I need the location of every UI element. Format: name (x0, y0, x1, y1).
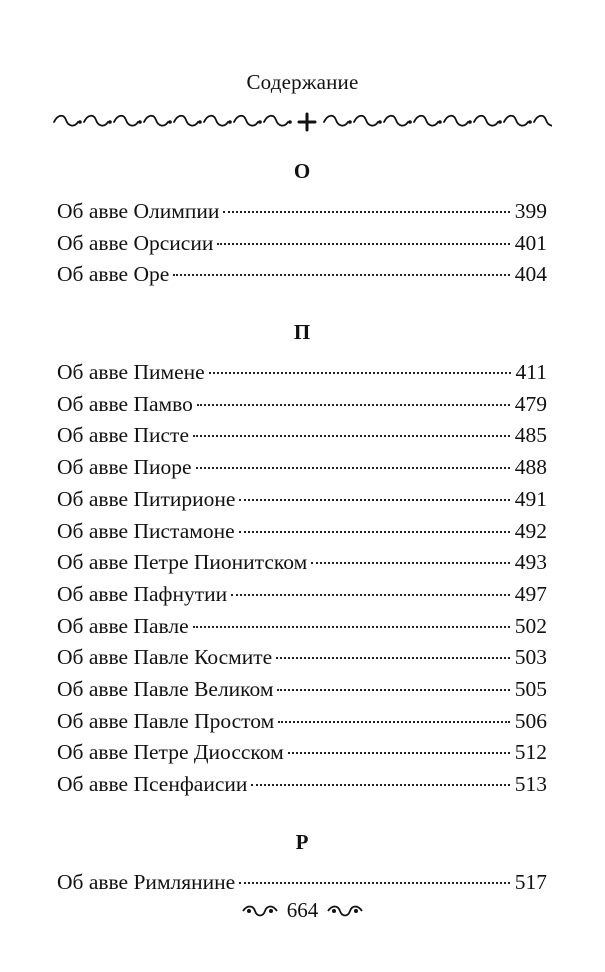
ornament-dot (198, 120, 202, 124)
toc-entry (57, 452, 547, 484)
ornament-scroll (504, 116, 528, 126)
entry-title: Об авве Павле Простом (57, 708, 275, 733)
ornament-scroll (354, 116, 378, 126)
ornament-scroll (264, 116, 288, 126)
dot-leader (217, 243, 509, 245)
entry-page-number: 492 (514, 518, 547, 543)
entry-page-number: 503 (514, 645, 547, 670)
ornament-dot (498, 120, 502, 124)
toc-section (57, 829, 547, 899)
entry-page-number: 512 (514, 740, 547, 765)
entry-page-number: 491 (514, 486, 547, 511)
entry-title: Об авве Пистамоне (57, 518, 235, 543)
dot-leader (251, 784, 509, 786)
ornament-dot (288, 120, 292, 124)
ornament-scroll (474, 116, 498, 126)
entry-title: Об авве Пафнутии (57, 581, 228, 606)
ornament-scroll (144, 116, 168, 126)
dot-leader (193, 626, 510, 628)
entry-title: Об авве Павле Великом (57, 676, 274, 701)
ornament-scroll (384, 116, 408, 126)
dot-leader (239, 531, 510, 533)
dot-leader (311, 562, 510, 564)
toc-entry (57, 611, 547, 643)
page-number: 664 (286, 898, 319, 922)
ornament-scroll (534, 116, 552, 126)
ornament-dot (108, 120, 112, 124)
toc-entry (57, 259, 547, 291)
ornament-cross (299, 114, 315, 130)
entry-page-number: 479 (514, 391, 547, 416)
entry-title: Об авве Пимене (57, 360, 205, 385)
ornament-dot (78, 120, 82, 124)
ornament-dot (228, 120, 232, 124)
entry-title: Об авве Псенфаисии (57, 772, 248, 796)
ornament-dot (468, 120, 472, 124)
ornament-dot (138, 120, 142, 124)
entry-page-number: 502 (514, 613, 547, 638)
dot-leader (239, 499, 509, 501)
toc-entry (57, 547, 547, 579)
ornament-scroll (84, 116, 108, 126)
entry-page-number: 404 (514, 262, 547, 287)
entry-page-number: 493 (514, 550, 547, 575)
dot-leader (209, 372, 511, 374)
toc-entry (57, 579, 547, 611)
dot-leader (197, 404, 510, 406)
toc-entry (57, 867, 547, 899)
section-letter-heading: П (293, 320, 311, 345)
ornament-scroll (324, 116, 348, 126)
dot-leader (239, 882, 510, 884)
ornament-dot (378, 120, 382, 124)
ornament-scroll (54, 116, 78, 126)
page-folio (0, 898, 605, 923)
ornament-dot (528, 120, 532, 124)
dot-leader (231, 594, 510, 596)
entry-page-number: 488 (514, 455, 547, 480)
entry-title: Об авве Писте (57, 423, 189, 448)
toc-entry (57, 642, 547, 674)
toc-entry (57, 674, 547, 706)
entry-title: Об авве Пиоре (57, 455, 192, 480)
entry-page-number: 401 (514, 230, 547, 255)
toc-entry (57, 737, 547, 769)
ornament-scroll (414, 116, 438, 126)
entry-page-number: 513 (514, 772, 547, 796)
entry-title: Об авве Павле Космите (57, 645, 273, 670)
entry-title: Об авве Петре Диосском (57, 740, 284, 765)
ornament-dot (348, 120, 352, 124)
dot-leader (278, 721, 510, 723)
entry-title: Об авве Оре (57, 262, 170, 287)
ornament-dot (258, 120, 262, 124)
entry-title: Об авве Петре Пионитском (57, 550, 308, 575)
dot-leader (276, 657, 510, 659)
folio-ornament-right (326, 903, 364, 919)
ornament-scroll (174, 116, 198, 126)
ornament-scroll (444, 116, 468, 126)
toc-entry (57, 196, 547, 228)
toc-entry (57, 769, 547, 801)
entry-title: Об авве Памво (57, 391, 193, 416)
dot-leader (288, 752, 510, 754)
entry-page-number: 517 (514, 869, 547, 894)
entry-page-number: 497 (514, 581, 547, 606)
ornament-scroll (204, 116, 228, 126)
dot-leader (277, 689, 509, 691)
dot-leader (193, 435, 510, 437)
toc-entry (57, 389, 547, 421)
ornament-scroll (234, 116, 258, 126)
folio-ornament-left (241, 903, 279, 919)
entry-title: Об авве Римлянине (57, 869, 236, 894)
section-letter-heading: О (293, 159, 311, 183)
entry-title: Об авве Павле (57, 613, 189, 638)
dot-leader (173, 274, 509, 276)
entry-page-number: 399 (514, 199, 547, 223)
toc-entry (57, 357, 547, 389)
ornament-dot (408, 120, 412, 124)
entry-page-number: 506 (514, 708, 547, 733)
entry-title: Об авве Орсисии (57, 230, 214, 255)
toc-entry (57, 228, 547, 260)
table-of-contents (57, 150, 547, 898)
entry-title: Об авве Питирионе (57, 486, 236, 511)
toc-entry (57, 706, 547, 738)
dot-leader (196, 467, 510, 469)
entry-title: Об авве Олимпии (57, 199, 220, 223)
toc-entry (57, 420, 547, 452)
entry-page-number: 411 (515, 360, 547, 385)
ornament-dot (438, 120, 442, 124)
entry-page-number: 485 (514, 423, 547, 448)
ornament-scroll (114, 116, 138, 126)
toc-section (57, 158, 547, 291)
entry-page-number: 505 (514, 676, 547, 701)
toc-entry (57, 484, 547, 516)
toc-section (57, 319, 547, 801)
ornament-dot (168, 120, 172, 124)
dot-leader (223, 211, 509, 213)
toc-entry (57, 516, 547, 548)
section-letter-heading: Р (295, 829, 309, 854)
running-head: Содержание (246, 70, 359, 94)
ornamental-divider (52, 111, 552, 133)
